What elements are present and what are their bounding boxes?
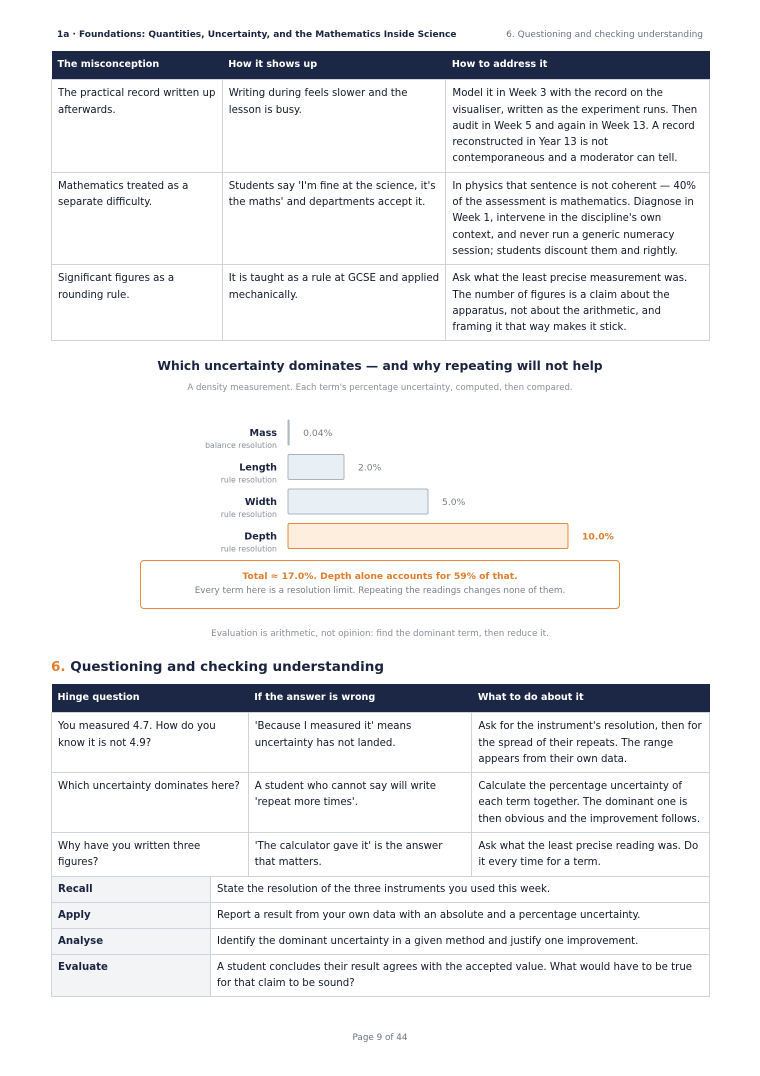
level-label: Recall xyxy=(52,877,211,903)
table-cell: 'Because I measured it' means uncertainty has not landed. xyxy=(248,713,472,773)
level-row xyxy=(52,929,710,955)
uncertainty-bar-chart xyxy=(0,410,760,555)
level-label: Analyse xyxy=(52,929,211,955)
table-cell: It is taught as a rule at GCSE and applied mechanically. xyxy=(222,265,446,341)
chart-caption: Evaluation is arithmetic, not opinion: find the dominant term, then reduce it. xyxy=(211,629,549,639)
chart-summary-note: Every term here is a resolution limit. Repeating the readings changes none of them. xyxy=(194,586,566,596)
page-number: Page 9 of 44 xyxy=(352,1033,408,1043)
level-prompt: Identify the dominant uncertainty in a given method and justify one improvement. xyxy=(211,929,710,955)
table-cell: Mathematics treated as a separate difficulty. xyxy=(52,172,223,264)
table-cell: Model it in Week 3 with the record on the visualiser, written as the experiment runs. Then audit in Week 5 and again in Week 13. A record reconstructed in Year 13 is not contemporaneous and a moderator can tell. xyxy=(446,80,710,172)
column-header: Hinge question xyxy=(52,684,249,713)
table-row xyxy=(52,172,710,264)
table-cell: Ask what the least precise measurement was. The number of figures is a claim about the apparatus, not about the arithmetic, and framing it that way makes it stick. xyxy=(446,265,710,341)
bar-category-note: rule resolution xyxy=(220,475,277,485)
bar-category-label: Width xyxy=(244,497,277,508)
table-cell: The practical record written up afterwards. xyxy=(52,80,223,172)
bar-width xyxy=(288,489,428,514)
table-cell: 'The calculator gave it' is the answer that matters. xyxy=(248,833,472,877)
question-levels-table xyxy=(51,876,710,997)
section-heading xyxy=(51,659,384,675)
level-row xyxy=(52,903,710,929)
table-cell: Ask what the least precise reading was. Do it every time for a term. xyxy=(472,833,710,877)
column-header: The misconception xyxy=(52,51,223,80)
section-title-header: 6. Questioning and checking understanding xyxy=(506,30,703,40)
table-row xyxy=(52,833,710,877)
column-header: What to do about it xyxy=(472,684,710,713)
bar-length xyxy=(288,455,344,480)
table-cell: Which uncertainty dominates here? xyxy=(52,773,249,833)
level-label: Apply xyxy=(52,903,211,929)
table-cell: In physics that sentence is not coherent — 40% of the assessment is mathematics. Diagnose in Week 1, intervene in the discipline's own context, and never run a generic numeracy session; students discount them and rightly. xyxy=(446,172,710,264)
bar-value-label: 10.0% xyxy=(582,531,614,543)
bar-category-label: Depth xyxy=(244,531,277,543)
chart-summary-box xyxy=(140,560,620,609)
table-row xyxy=(52,265,710,341)
level-row xyxy=(52,955,710,997)
table-cell: Calculate the percentage uncertainty of each term together. The dominant one is then obvious and the improvement follows. xyxy=(472,773,710,833)
table-cell: Students say 'I'm fine at the science, it's the maths' and departments accept it. xyxy=(222,172,446,264)
column-header: How it shows up xyxy=(222,51,446,80)
section-heading-text: Questioning and checking understanding xyxy=(70,659,384,675)
bar-category-note: balance resolution xyxy=(205,441,277,450)
misconceptions-table xyxy=(51,51,710,341)
table-cell: Writing during feels slower and the lesson is busy. xyxy=(222,80,446,172)
chart-title: Which uncertainty dominates — and why repeating will not help xyxy=(157,359,603,373)
bar-category-label: Length xyxy=(239,462,277,474)
chart-subtitle: A density measurement. Each term's percentage uncertainty, computed, then compared. xyxy=(187,383,573,393)
table-cell: Significant figures as a rounding rule. xyxy=(52,265,223,341)
bar-depth xyxy=(288,524,568,549)
table-cell: Ask for the instrument's resolution, then for the spread of their repeats. The range appears from their own data. xyxy=(472,713,710,773)
bar-category-note: rule resolution xyxy=(220,544,277,554)
section-number: 6. xyxy=(51,659,66,675)
chart-summary: Total ≈ 17.0%. Depth alone accounts for 59% of that. xyxy=(242,571,518,582)
table-cell: Why have you written three figures? xyxy=(52,833,249,877)
level-row xyxy=(52,877,710,903)
level-prompt: A student concludes their result agrees with the accepted value. What would have to be true for that claim to be sound? xyxy=(211,955,710,997)
table-row xyxy=(52,80,710,172)
table-header-row xyxy=(52,684,710,713)
table-header-row xyxy=(52,51,710,80)
bar-value-label: 2.0% xyxy=(358,462,382,474)
hinge-questions-table xyxy=(51,684,710,877)
table-cell: You measured 4.7. How do you know it is not 4.9? xyxy=(52,713,249,773)
level-prompt: Report a result from your own data with an absolute and a percentage uncertainty. xyxy=(211,903,710,929)
document-title: 1a · Foundations: Quantities, Uncertainty, and the Mathematics Inside Science xyxy=(57,30,457,40)
column-header: How to address it xyxy=(446,51,710,80)
table-cell: A student who cannot say will write 'repeat more times'. xyxy=(248,773,472,833)
bar-value-label: 0.04% xyxy=(303,428,333,439)
bar-mass xyxy=(288,420,289,445)
level-label: Evaluate xyxy=(52,955,211,997)
bar-category-note: rule resolution xyxy=(220,510,277,519)
table-row xyxy=(52,773,710,833)
column-header: If the answer is wrong xyxy=(248,684,472,713)
table-row xyxy=(52,713,710,773)
bar-category-label: Mass xyxy=(249,428,277,439)
bar-value-label: 5.0% xyxy=(442,497,466,508)
running-header xyxy=(57,28,703,42)
level-prompt: State the resolution of the three instruments you used this week. xyxy=(211,877,710,903)
